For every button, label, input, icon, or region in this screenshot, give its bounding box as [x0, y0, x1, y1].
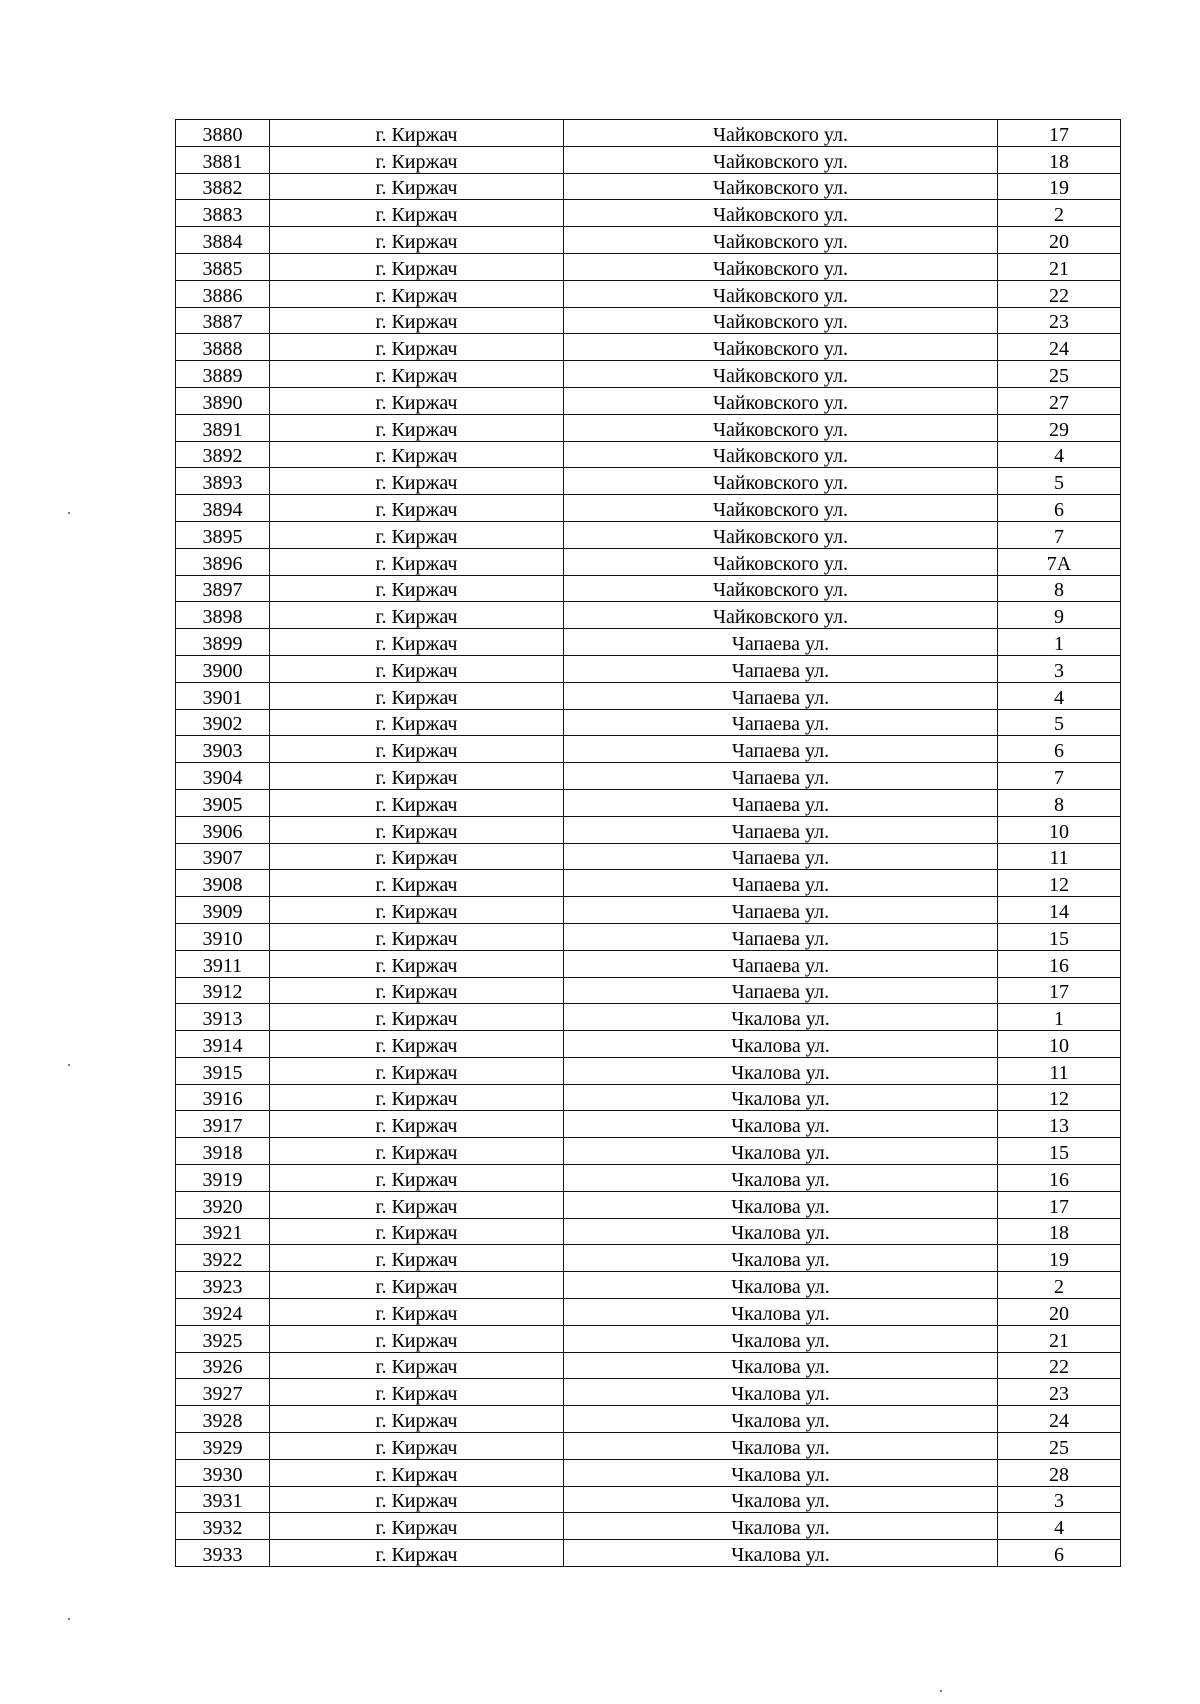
row-number-cell: 3880 [176, 120, 270, 147]
table-row [176, 602, 1121, 629]
street-cell: Чкалова ул. [564, 1513, 998, 1540]
street-cell: Чайковского ул. [564, 146, 998, 173]
street-cell: Чкалова ул. [564, 1272, 998, 1299]
table-row [176, 200, 1121, 227]
row-number-cell: 3907 [176, 843, 270, 870]
city-cell: г. Киржач [270, 843, 564, 870]
street-cell: Чайковского ул. [564, 334, 998, 361]
row-number-cell: 3933 [176, 1540, 270, 1567]
house-number-cell: 8 [998, 789, 1121, 816]
house-number-cell: 18 [998, 1218, 1121, 1245]
city-cell: г. Киржач [270, 548, 564, 575]
street-cell: Чайковского ул. [564, 227, 998, 254]
house-number-cell: 23 [998, 1379, 1121, 1406]
row-number-cell: 3904 [176, 763, 270, 790]
table-row [176, 1540, 1121, 1567]
street-cell: Чайковского ул. [564, 253, 998, 280]
city-cell: г. Киржач [270, 1165, 564, 1192]
table-row [176, 816, 1121, 843]
city-cell: г. Киржач [270, 1218, 564, 1245]
table-row [176, 1057, 1121, 1084]
city-cell: г. Киржач [270, 923, 564, 950]
street-cell: Чкалова ул. [564, 1084, 998, 1111]
city-cell: г. Киржач [270, 1352, 564, 1379]
street-cell: Чайковского ул. [564, 468, 998, 495]
row-number-cell: 3900 [176, 655, 270, 682]
street-cell: Чайковского ул. [564, 495, 998, 522]
table-row [176, 521, 1121, 548]
city-cell: г. Киржач [270, 1299, 564, 1326]
row-number-cell: 3891 [176, 414, 270, 441]
house-number-cell: 17 [998, 1191, 1121, 1218]
city-cell: г. Киржач [270, 200, 564, 227]
city-cell: г. Киржач [270, 789, 564, 816]
table-row [176, 120, 1121, 147]
city-cell: г. Киржач [270, 387, 564, 414]
city-cell: г. Киржач [270, 1406, 564, 1433]
row-number-cell: 3890 [176, 387, 270, 414]
house-number-cell: 19 [998, 173, 1121, 200]
street-cell: Чайковского ул. [564, 441, 998, 468]
table-row [176, 253, 1121, 280]
street-cell: Чапаева ул. [564, 816, 998, 843]
table-row [176, 173, 1121, 200]
house-number-cell: 16 [998, 1165, 1121, 1192]
row-number-cell: 3920 [176, 1191, 270, 1218]
table-row [176, 1406, 1121, 1433]
street-cell: Чайковского ул. [564, 387, 998, 414]
street-cell: Чайковского ул. [564, 521, 998, 548]
house-number-cell: 29 [998, 414, 1121, 441]
city-cell: г. Киржач [270, 763, 564, 790]
table-row [176, 387, 1121, 414]
row-number-cell: 3927 [176, 1379, 270, 1406]
street-cell: Чайковского ул. [564, 602, 998, 629]
table-row [176, 468, 1121, 495]
city-cell: г. Киржач [270, 1272, 564, 1299]
table-row [176, 1084, 1121, 1111]
row-number-cell: 3925 [176, 1325, 270, 1352]
table-row [176, 1459, 1121, 1486]
city-cell: г. Киржач [270, 1459, 564, 1486]
row-number-cell: 3913 [176, 1004, 270, 1031]
city-cell: г. Киржач [270, 1111, 564, 1138]
city-cell: г. Киржач [270, 629, 564, 656]
row-number-cell: 3918 [176, 1138, 270, 1165]
street-cell: Чкалова ул. [564, 1031, 998, 1058]
street-cell: Чайковского ул. [564, 120, 998, 147]
row-number-cell: 3889 [176, 361, 270, 388]
city-cell: г. Киржач [270, 870, 564, 897]
city-cell: г. Киржач [270, 1325, 564, 1352]
house-number-cell: 14 [998, 897, 1121, 924]
row-number-cell: 3930 [176, 1459, 270, 1486]
street-cell: Чапаева ул. [564, 843, 998, 870]
street-cell: Чкалова ул. [564, 1165, 998, 1192]
house-number-cell: 7 [998, 763, 1121, 790]
house-number-cell: 18 [998, 146, 1121, 173]
table-row [176, 227, 1121, 254]
house-number-cell: 25 [998, 361, 1121, 388]
table-row [176, 1218, 1121, 1245]
house-number-cell: 11 [998, 1057, 1121, 1084]
street-cell: Чайковского ул. [564, 280, 998, 307]
table-row [176, 441, 1121, 468]
table-row [176, 1138, 1121, 1165]
city-cell: г. Киржач [270, 227, 564, 254]
city-cell: г. Киржач [270, 280, 564, 307]
table-row [176, 950, 1121, 977]
city-cell: г. Киржач [270, 468, 564, 495]
street-cell: Чапаева ул. [564, 977, 998, 1004]
house-number-cell: 3 [998, 1486, 1121, 1513]
table-row [176, 414, 1121, 441]
row-number-cell: 3895 [176, 521, 270, 548]
house-number-cell: 20 [998, 227, 1121, 254]
house-number-cell: 4 [998, 441, 1121, 468]
row-number-cell: 3911 [176, 950, 270, 977]
city-cell: г. Киржач [270, 334, 564, 361]
house-number-cell: 21 [998, 1325, 1121, 1352]
city-cell: г. Киржач [270, 253, 564, 280]
table-row [176, 1486, 1121, 1513]
street-cell: Чкалова ул. [564, 1352, 998, 1379]
table-row [176, 146, 1121, 173]
row-number-cell: 3923 [176, 1272, 270, 1299]
row-number-cell: 3886 [176, 280, 270, 307]
street-cell: Чапаева ул. [564, 950, 998, 977]
house-number-cell: 3 [998, 655, 1121, 682]
table-row [176, 1352, 1121, 1379]
street-cell: Чкалова ул. [564, 1191, 998, 1218]
table-row [176, 655, 1121, 682]
table-row [176, 977, 1121, 1004]
row-number-cell: 3888 [176, 334, 270, 361]
house-number-cell: 9 [998, 602, 1121, 629]
city-cell: г. Киржач [270, 1486, 564, 1513]
row-number-cell: 3883 [176, 200, 270, 227]
house-number-cell: 22 [998, 280, 1121, 307]
city-cell: г. Киржач [270, 1245, 564, 1272]
table-row [176, 548, 1121, 575]
house-number-cell: 21 [998, 253, 1121, 280]
row-number-cell: 3931 [176, 1486, 270, 1513]
row-number-cell: 3898 [176, 602, 270, 629]
house-number-cell: 27 [998, 387, 1121, 414]
city-cell: г. Киржач [270, 414, 564, 441]
city-cell: г. Киржач [270, 602, 564, 629]
street-cell: Чкалова ул. [564, 1406, 998, 1433]
row-number-cell: 3905 [176, 789, 270, 816]
scan-speck [68, 1064, 70, 1066]
row-number-cell: 3881 [176, 146, 270, 173]
house-number-cell: 1 [998, 629, 1121, 656]
street-cell: Чкалова ул. [564, 1004, 998, 1031]
city-cell: г. Киржач [270, 1379, 564, 1406]
row-number-cell: 3924 [176, 1299, 270, 1326]
city-cell: г. Киржач [270, 1513, 564, 1540]
house-number-cell: 17 [998, 977, 1121, 1004]
street-cell: Чайковского ул. [564, 307, 998, 334]
row-number-cell: 3912 [176, 977, 270, 1004]
table-row [176, 1513, 1121, 1540]
street-cell: Чапаева ул. [564, 629, 998, 656]
address-table [175, 119, 1121, 1567]
street-cell: Чайковского ул. [564, 548, 998, 575]
street-cell: Чкалова ул. [564, 1245, 998, 1272]
house-number-cell: 2 [998, 200, 1121, 227]
row-number-cell: 3901 [176, 682, 270, 709]
city-cell: г. Киржач [270, 441, 564, 468]
row-number-cell: 3906 [176, 816, 270, 843]
table-row [176, 736, 1121, 763]
row-number-cell: 3884 [176, 227, 270, 254]
house-number-cell: 6 [998, 736, 1121, 763]
house-number-cell: 10 [998, 816, 1121, 843]
city-cell: г. Киржач [270, 1540, 564, 1567]
table-row [176, 334, 1121, 361]
table-row [176, 307, 1121, 334]
house-number-cell: 22 [998, 1352, 1121, 1379]
street-cell: Чкалова ул. [564, 1057, 998, 1084]
street-cell: Чкалова ул. [564, 1111, 998, 1138]
table-row [176, 361, 1121, 388]
row-number-cell: 3892 [176, 441, 270, 468]
table-row [176, 789, 1121, 816]
city-cell: г. Киржач [270, 1004, 564, 1031]
city-cell: г. Киржач [270, 897, 564, 924]
house-number-cell: 17 [998, 120, 1121, 147]
city-cell: г. Киржач [270, 1031, 564, 1058]
row-number-cell: 3914 [176, 1031, 270, 1058]
row-number-cell: 3932 [176, 1513, 270, 1540]
row-number-cell: 3908 [176, 870, 270, 897]
table-row [176, 1379, 1121, 1406]
street-cell: Чапаева ул. [564, 923, 998, 950]
house-number-cell: 25 [998, 1433, 1121, 1460]
row-number-cell: 3909 [176, 897, 270, 924]
house-number-cell: 11 [998, 843, 1121, 870]
row-number-cell: 3928 [176, 1406, 270, 1433]
row-number-cell: 3903 [176, 736, 270, 763]
row-number-cell: 3929 [176, 1433, 270, 1460]
table-row [176, 897, 1121, 924]
city-cell: г. Киржач [270, 1433, 564, 1460]
row-number-cell: 3926 [176, 1352, 270, 1379]
house-number-cell: 13 [998, 1111, 1121, 1138]
street-cell: Чкалова ул. [564, 1433, 998, 1460]
street-cell: Чкалова ул. [564, 1379, 998, 1406]
street-cell: Чайковского ул. [564, 361, 998, 388]
house-number-cell: 8 [998, 575, 1121, 602]
row-number-cell: 3917 [176, 1111, 270, 1138]
city-cell: г. Киржач [270, 575, 564, 602]
table-row [176, 1299, 1121, 1326]
city-cell: г. Киржач [270, 1084, 564, 1111]
row-number-cell: 3916 [176, 1084, 270, 1111]
row-number-cell: 3921 [176, 1218, 270, 1245]
table-row [176, 1272, 1121, 1299]
house-number-cell: 16 [998, 950, 1121, 977]
table-row [176, 1191, 1121, 1218]
house-number-cell: 20 [998, 1299, 1121, 1326]
city-cell: г. Киржач [270, 682, 564, 709]
house-number-cell: 5 [998, 468, 1121, 495]
table-row [176, 1004, 1121, 1031]
row-number-cell: 3893 [176, 468, 270, 495]
city-cell: г. Киржач [270, 361, 564, 388]
scan-speck [68, 1618, 70, 1620]
table-row [176, 280, 1121, 307]
house-number-cell: 4 [998, 1513, 1121, 1540]
house-number-cell: 6 [998, 495, 1121, 522]
table-row [176, 1245, 1121, 1272]
house-number-cell: 7А [998, 548, 1121, 575]
table-row [176, 575, 1121, 602]
city-cell: г. Киржач [270, 709, 564, 736]
row-number-cell: 3915 [176, 1057, 270, 1084]
city-cell: г. Киржач [270, 1057, 564, 1084]
street-cell: Чкалова ул. [564, 1459, 998, 1486]
city-cell: г. Киржач [270, 816, 564, 843]
city-cell: г. Киржач [270, 950, 564, 977]
street-cell: Чкалова ул. [564, 1299, 998, 1326]
house-number-cell: 24 [998, 1406, 1121, 1433]
row-number-cell: 3897 [176, 575, 270, 602]
table-row [176, 1433, 1121, 1460]
row-number-cell: 3902 [176, 709, 270, 736]
city-cell: г. Киржач [270, 307, 564, 334]
street-cell: Чапаева ул. [564, 763, 998, 790]
city-cell: г. Киржач [270, 120, 564, 147]
row-number-cell: 3882 [176, 173, 270, 200]
row-number-cell: 3910 [176, 923, 270, 950]
city-cell: г. Киржач [270, 1191, 564, 1218]
row-number-cell: 3896 [176, 548, 270, 575]
street-cell: Чапаева ул. [564, 709, 998, 736]
table-row [176, 923, 1121, 950]
street-cell: Чкалова ул. [564, 1486, 998, 1513]
street-cell: Чайковского ул. [564, 575, 998, 602]
city-cell: г. Киржач [270, 173, 564, 200]
scan-speck [940, 1690, 942, 1692]
house-number-cell: 24 [998, 334, 1121, 361]
street-cell: Чкалова ул. [564, 1325, 998, 1352]
table-row [176, 709, 1121, 736]
table-row [176, 682, 1121, 709]
row-number-cell: 3922 [176, 1245, 270, 1272]
address-table-body [176, 120, 1121, 1567]
row-number-cell: 3899 [176, 629, 270, 656]
city-cell: г. Киржач [270, 655, 564, 682]
row-number-cell: 3885 [176, 253, 270, 280]
table-row [176, 1031, 1121, 1058]
table-row [176, 1165, 1121, 1192]
house-number-cell: 15 [998, 1138, 1121, 1165]
table-row [176, 1325, 1121, 1352]
house-number-cell: 28 [998, 1459, 1121, 1486]
house-number-cell: 12 [998, 1084, 1121, 1111]
house-number-cell: 23 [998, 307, 1121, 334]
row-number-cell: 3887 [176, 307, 270, 334]
street-cell: Чкалова ул. [564, 1540, 998, 1567]
row-number-cell: 3894 [176, 495, 270, 522]
city-cell: г. Киржач [270, 521, 564, 548]
city-cell: г. Киржач [270, 146, 564, 173]
row-number-cell: 3919 [176, 1165, 270, 1192]
table-row [176, 495, 1121, 522]
house-number-cell: 2 [998, 1272, 1121, 1299]
table-row [176, 763, 1121, 790]
street-cell: Чапаева ул. [564, 897, 998, 924]
city-cell: г. Киржач [270, 977, 564, 1004]
house-number-cell: 7 [998, 521, 1121, 548]
house-number-cell: 6 [998, 1540, 1121, 1567]
table-row [176, 843, 1121, 870]
house-number-cell: 5 [998, 709, 1121, 736]
street-cell: Чайковского ул. [564, 200, 998, 227]
street-cell: Чапаева ул. [564, 736, 998, 763]
street-cell: Чкалова ул. [564, 1218, 998, 1245]
street-cell: Чапаева ул. [564, 789, 998, 816]
house-number-cell: 19 [998, 1245, 1121, 1272]
city-cell: г. Киржач [270, 495, 564, 522]
house-number-cell: 4 [998, 682, 1121, 709]
house-number-cell: 12 [998, 870, 1121, 897]
house-number-cell: 15 [998, 923, 1121, 950]
street-cell: Чайковского ул. [564, 173, 998, 200]
street-cell: Чапаева ул. [564, 655, 998, 682]
table-row [176, 629, 1121, 656]
house-number-cell: 10 [998, 1031, 1121, 1058]
scan-speck [68, 512, 70, 514]
street-cell: Чайковского ул. [564, 414, 998, 441]
house-number-cell: 1 [998, 1004, 1121, 1031]
table-row [176, 1111, 1121, 1138]
city-cell: г. Киржач [270, 1138, 564, 1165]
table-row [176, 870, 1121, 897]
street-cell: Чапаева ул. [564, 870, 998, 897]
street-cell: Чапаева ул. [564, 682, 998, 709]
city-cell: г. Киржач [270, 736, 564, 763]
street-cell: Чкалова ул. [564, 1138, 998, 1165]
